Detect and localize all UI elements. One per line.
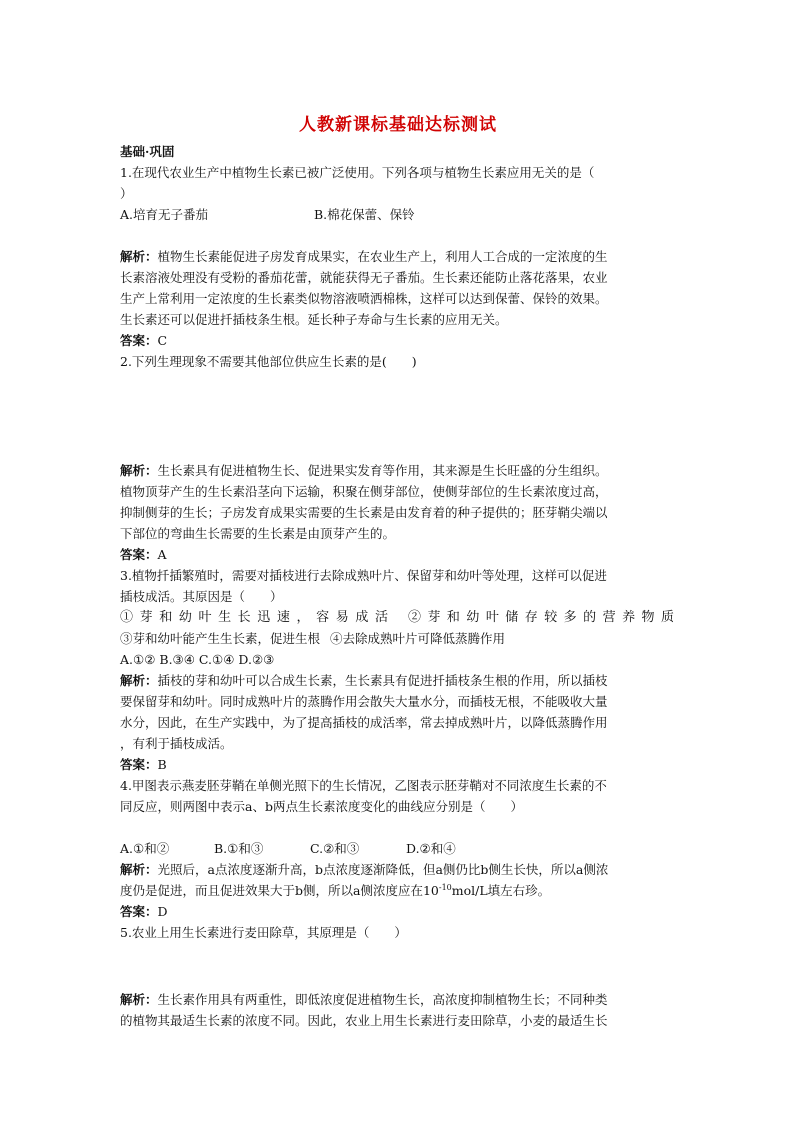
q3-stem-line-1: 3.植物扦插繁殖时，需要对插枝进行去除成熟叶片、保留芽和幼叶等处理，这样可以促进: [120, 568, 607, 583]
q2-analysis-line-1: [120, 460, 676, 481]
q3-stem-line-2: 插枝成活。其原因是（ ）: [120, 589, 283, 604]
q4-answer: [120, 901, 676, 922]
q4-option-b: B.①和③: [214, 841, 264, 856]
q4-stem-line-2: 同反应，则两图中表示a、b两点生长素浓度变化的曲线应分别是（ ）: [120, 799, 523, 814]
q3-analysis-line-3: 水分，因此，在生产实践中，为了提高插枝的成活率，常去掉成熟叶片，以降低蒸腾作用: [120, 715, 608, 730]
q1-option-b: B.棉花保蕾、保铃: [314, 207, 415, 222]
q5-analysis-text: 生长素作用具有两重性，即低浓度促进植物生长，高浓度抑制植物生长；不同种类: [157, 992, 608, 1007]
q5-analysis-line-2: 的植物其最适生长素的浓度不同。因此，农业上用生长素进行麦田除草，小麦的最适生长: [120, 1013, 608, 1028]
analysis-label: 解析：: [120, 249, 158, 264]
q1-analysis-line-1: [120, 246, 676, 267]
q1-stem-line-2: ）: [120, 186, 133, 201]
q4-exponent: -10: [438, 882, 452, 892]
q3-answer-value: B: [157, 757, 167, 772]
q3-analysis-line-2: 要保留芽和幼叶。同时成熟叶片的蒸腾作用会散失大量水分，而插枝无根，不能吸收大量: [120, 694, 608, 709]
q3-analysis-line-1: [120, 670, 676, 691]
analysis-label: 解析：: [120, 463, 158, 478]
q1-answer: [120, 330, 676, 351]
q1-answer-value: C: [157, 333, 168, 348]
q1-analysis-text: 植物生长素能促进子房发育成果实，在农业生产上，利用人工合成的一定浓度的生: [157, 249, 608, 264]
q2-answer: [120, 544, 676, 565]
answer-label: 答案：: [120, 757, 158, 772]
q4-option-d: D.②和④: [406, 841, 456, 856]
q1-option-a: A.培育无子番茄: [120, 207, 209, 222]
q3-items-row-2: [120, 628, 676, 649]
q3-answer: [120, 754, 676, 775]
q3-analysis-text: 插枝的芽和幼叶可以合成生长素，生长素具有促进扦插枝条生根的作用，所以插枝: [157, 673, 608, 688]
q1-analysis-line-2: 长素溶液处理没有受粉的番茄花蕾，就能获得无子番茄。生长素还能防止落花落果，农业: [120, 270, 608, 285]
q5-analysis-line-1: [120, 989, 676, 1010]
q3-item-3: ③芽和幼叶能产生生长素，促进生根: [120, 631, 321, 646]
q5-stem: 5.农业上用生长素进行麦田除草，其原理是（ ）: [120, 925, 407, 940]
q2-analysis-line-3: 抑制侧芽的生长；子房发育成果实需要的生长素是由发育着的种子提供的；胚芽鞘尖端以: [120, 505, 608, 520]
page-title: 人教新课标基础达标测试: [299, 115, 497, 135]
q3-item-1: ①芽和幼叶生长迅速，容易成活: [120, 610, 390, 625]
q3-item-2: ②芽和幼叶储存较多的营养物质: [408, 610, 676, 625]
q2-analysis-line-2: 植物顶芽产生的生长素沿茎向下运输，积聚在侧芽部位，使侧芽部位的生长素浓度过高，: [120, 484, 608, 499]
analysis-label: 解析：: [120, 862, 158, 877]
q4-option-c: C.②和③: [310, 841, 360, 856]
q2-analysis-text: 生长素具有促进植物生长、促进果实发育等作用，其来源是生长旺盛的分生组织。: [157, 463, 608, 478]
q3-analysis-line-4: ，有利于插枝成活。: [120, 736, 233, 751]
document-body: [120, 141, 676, 1031]
q1-analysis-line-4: 生长素还可以促进扦插枝条生根。延长种子寿命与生长素的应用无关。: [120, 312, 508, 327]
q4-option-a: A.①和②: [120, 841, 170, 856]
analysis-label: 解析：: [120, 673, 158, 688]
q4-analysis-text-2b: mol/L填左右珍。: [451, 883, 551, 898]
q4-analysis-text-2a: 度仍是促进，而且促进效果大于b侧，所以a侧浓度应在10: [120, 883, 439, 898]
q4-options: [120, 838, 676, 859]
q1-options: [120, 204, 676, 225]
q1-analysis-line-3: 生产上常利用一定浓度的生长素类似物溶液喷洒棉株，这样可以达到保蕾、保铃的效果。: [120, 291, 608, 306]
answer-label: 答案：: [120, 333, 158, 348]
section-heading: 基础·巩固: [120, 144, 175, 159]
q3-items-row-1: [120, 607, 676, 628]
answer-label: 答案：: [120, 904, 158, 919]
analysis-label: 解析：: [120, 992, 158, 1007]
answer-label: 答案：: [120, 547, 158, 562]
q4-stem-line-1: 4.甲图表示燕麦胚芽鞘在单侧光照下的生长情况，乙图表示胚芽鞘对不同浓度生长素的不: [120, 778, 607, 793]
q3-options: A.①② B.③④ C.①④ D.②③: [120, 652, 275, 667]
q1-stem-line-1: 1.在现代农业生产中植物生长素已被广泛使用。下列各项与植物生长素应用无关的是（: [120, 165, 595, 180]
q2-stem: 2.下列生理现象不需要其他部位供应生长素的是( ): [120, 354, 417, 369]
q2-answer-value: A: [157, 547, 167, 562]
q4-analysis-line-1: [120, 859, 676, 880]
q4-analysis-line-2: [120, 880, 676, 901]
q4-answer-value: D: [157, 904, 168, 919]
q2-analysis-line-4: 下部位的弯曲生长需要的生长素是由顶芽产生的。: [120, 526, 396, 541]
q3-item-4: ④去除成熟叶片可降低蒸腾作用: [330, 631, 506, 646]
q4-analysis-text: 光照后，a点浓度逐渐升高，b点浓度逐渐降低，但a侧仍比b侧生长快，所以a侧浓: [157, 862, 609, 877]
